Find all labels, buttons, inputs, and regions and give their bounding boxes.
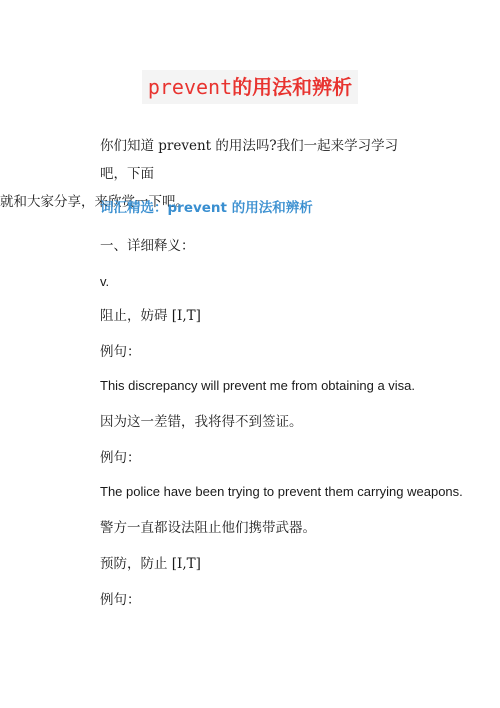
example-sentence-en: This discrepancy will prevent me from obtaining a visa.: [100, 378, 416, 393]
example-label: 例句：: [100, 450, 141, 466]
meaning-1: 阻止，妨碍 [I,T]: [100, 308, 201, 324]
intro-line-1: 你们知道 prevent 的用法吗?我们一起来学习学习吧，下面: [100, 138, 399, 182]
example-sentence-en: The police have been trying to prevent them carrying weapons.: [100, 484, 463, 499]
definition-heading: 一、详细释义：: [100, 238, 195, 254]
meaning-2: 预防，防止 [I,T]: [100, 556, 201, 572]
document-title: [0, 64, 500, 104]
title-highlight: [142, 70, 358, 104]
example-label: 例句：: [100, 344, 141, 360]
example-label: 例句：: [100, 592, 141, 608]
example-sentence-zh: 警方一直都设法阻止他们携带武器。: [100, 520, 316, 536]
intro-line-2: 就和大家分享，来欣赏一下吧。: [0, 194, 189, 210]
section-title: 词汇精选：prevent 的用法和辨析: [100, 200, 313, 216]
title-keyword: prevent: [147, 75, 233, 99]
title-rest: 的用法和辨析: [232, 75, 353, 99]
example-sentence-zh: 因为这一差错，我将得不到签证。: [100, 414, 303, 430]
part-of-speech: v.: [100, 274, 110, 289]
